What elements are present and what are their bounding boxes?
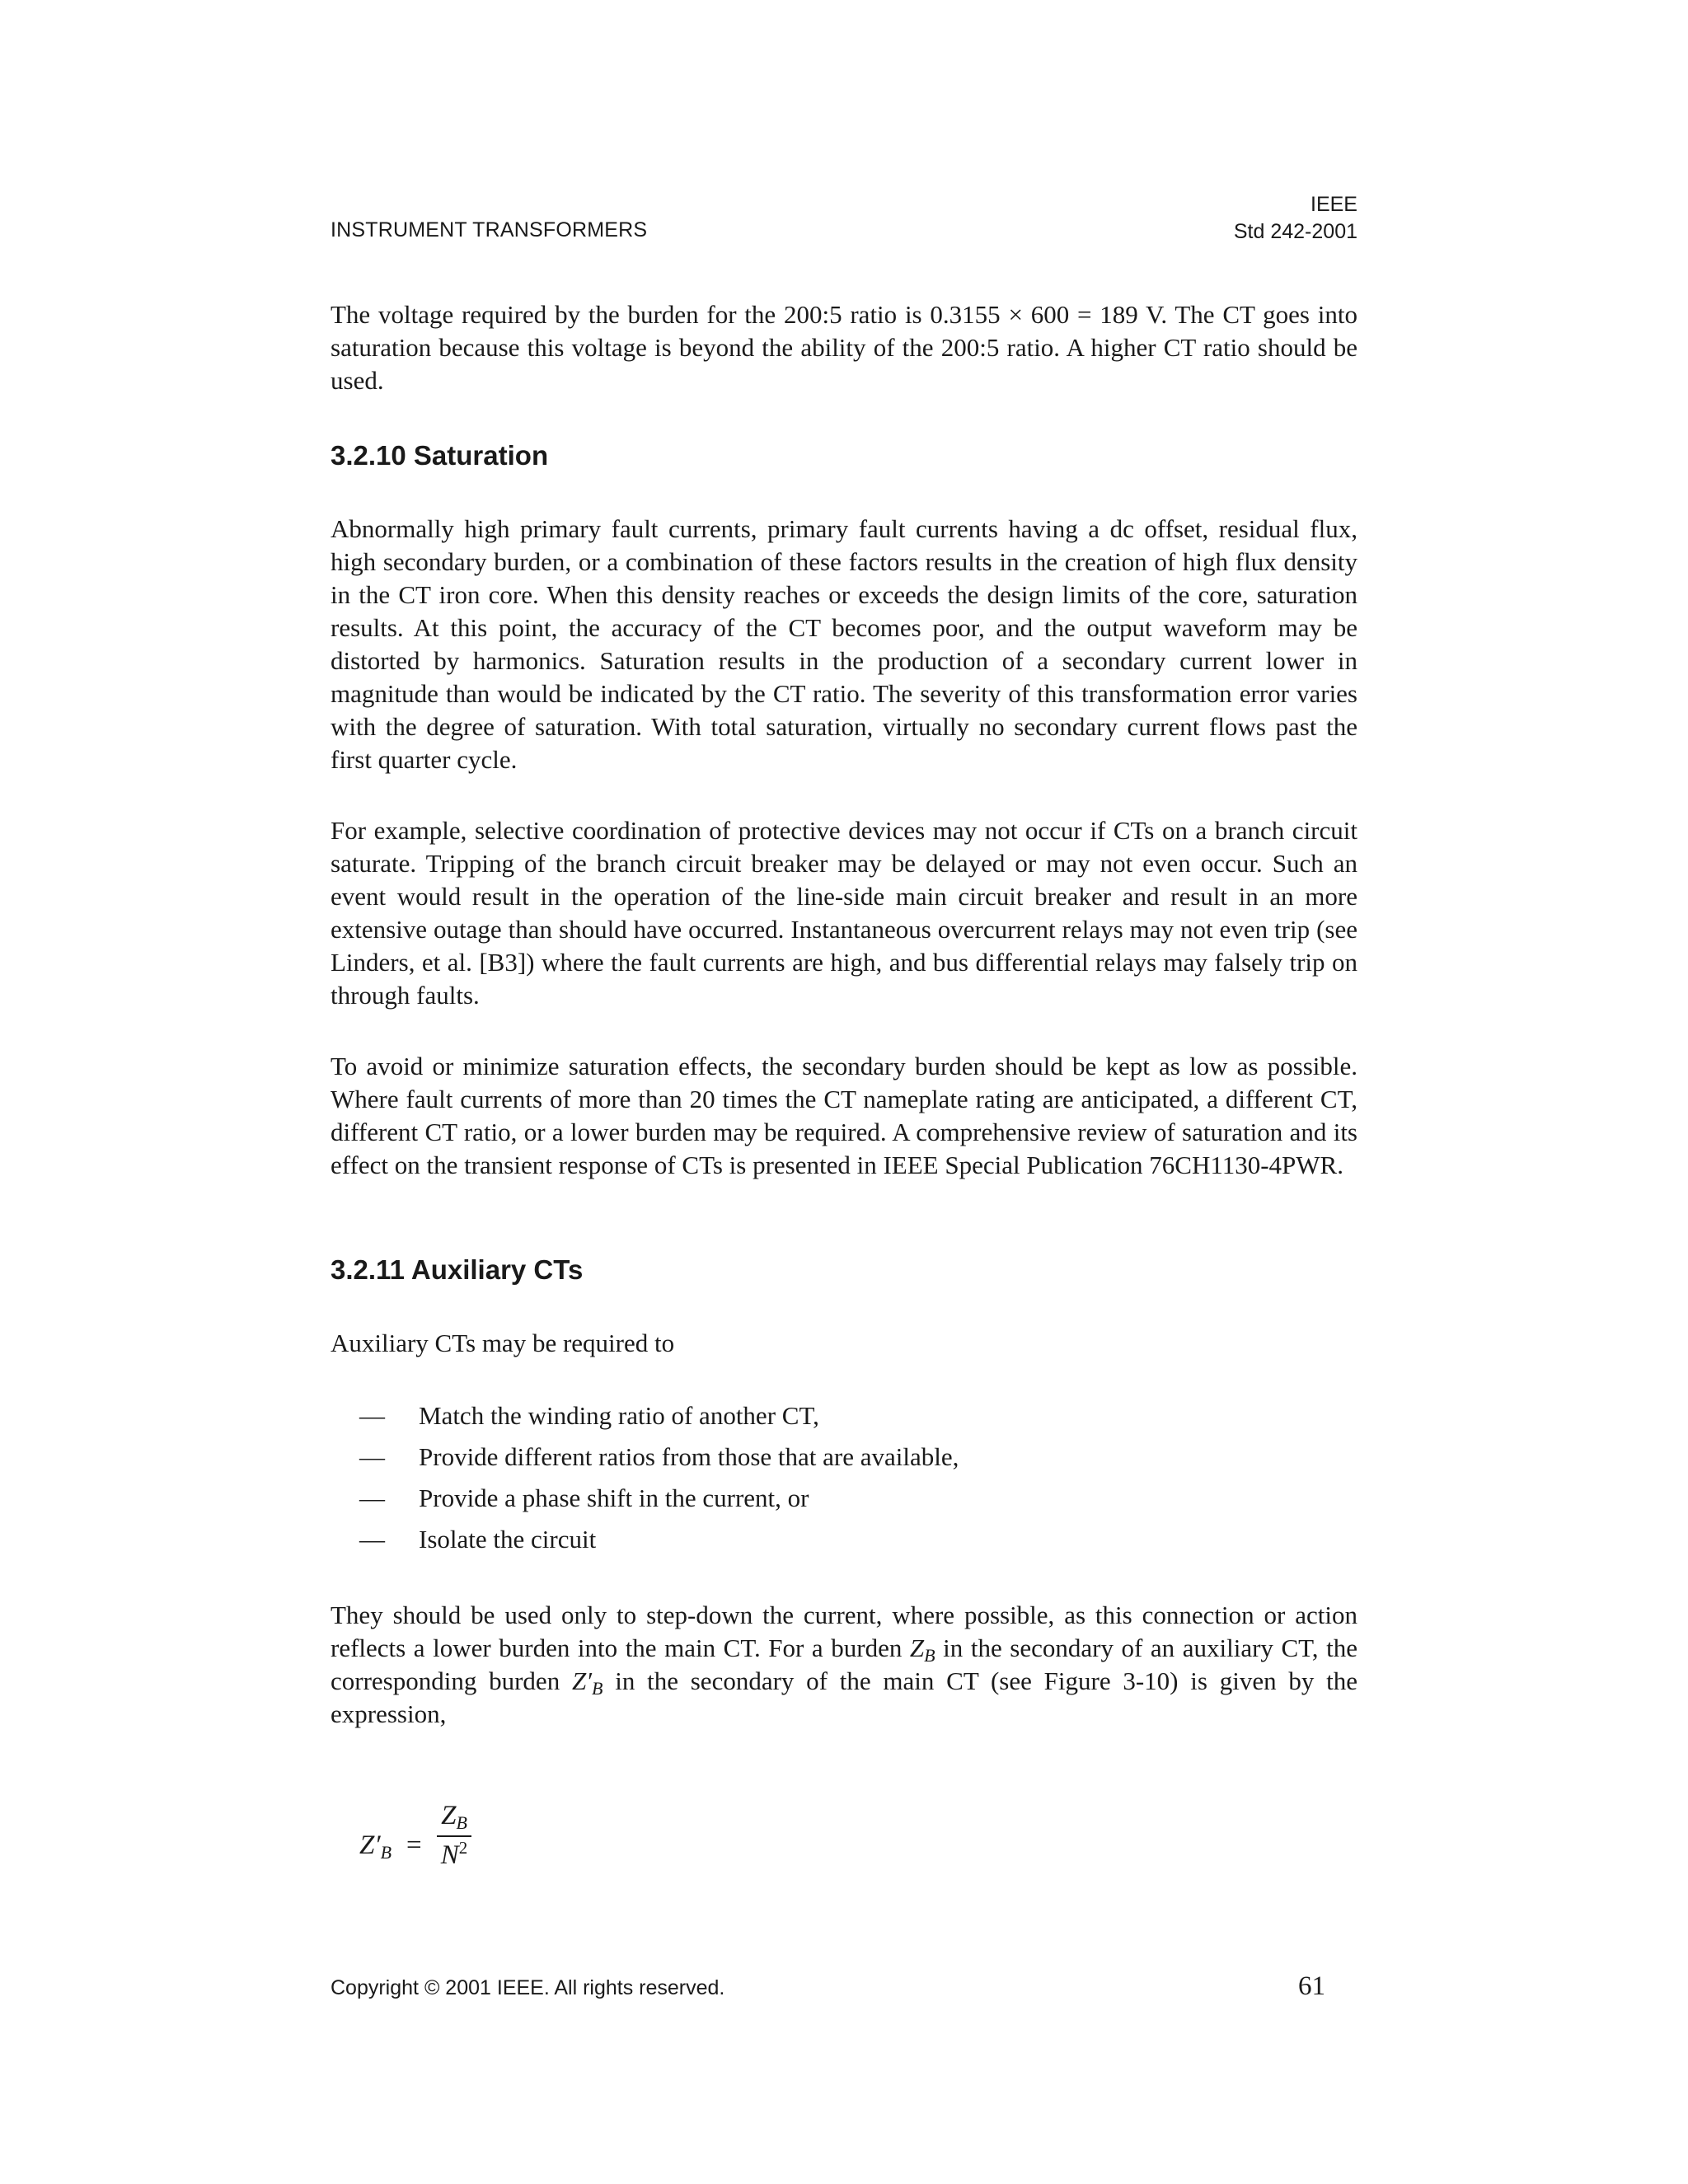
running-header-standard xyxy=(1234,191,1357,246)
denominator-symbol: N xyxy=(440,1840,459,1870)
list-item-text: Match the winding ratio of another CT, xyxy=(419,1401,819,1430)
list-item xyxy=(359,1395,959,1436)
auxiliary-lead-text: Auxiliary CTs may be required to xyxy=(331,1329,675,1357)
equation-equals: = xyxy=(406,1830,422,1860)
closing-text-part-3: in the secondary of the main CT (see Figure 3-10) is given by the expression, xyxy=(331,1666,1357,1728)
list-item xyxy=(359,1478,959,1519)
equation-lhs-symbol: Z′ xyxy=(359,1830,381,1860)
dash-bullet: — xyxy=(359,1401,385,1430)
auxiliary-closing-paragraph xyxy=(331,1599,1357,1731)
running-header-title: INSTRUMENT TRANSFORMERS xyxy=(331,218,648,241)
closing-text-part-2: in the secondary of an auxiliary CT, the corresponding burden xyxy=(331,1633,1357,1695)
auxiliary-uses-list xyxy=(359,1395,959,1560)
section-heading-auxiliary-cts: 3.2.11 Auxiliary CTs xyxy=(331,1254,584,1285)
equation-numerator xyxy=(435,1801,473,1834)
equation-denominator xyxy=(435,1840,473,1871)
intro-paragraph: The voltage required by the burden for the 200:5 ratio is 0.3155 × 600 = 189 V. The CT goes into saturation because this voltage is beyond the ability of the 200:5 ratio. A higher CT ratio should be used. xyxy=(331,300,1357,395)
dash-bullet: — xyxy=(359,1525,385,1554)
section-heading-saturation: 3.2.10 Saturation xyxy=(331,440,549,471)
header-publisher: IEEE xyxy=(1311,193,1357,216)
footer-copyright: Copyright © 2001 IEEE. All rights reserved. xyxy=(331,1976,725,1999)
saturation-paragraph-2: For example, selective coordination of protective devices may not occur if CTs on a branch circuit saturate. Tripping of the branch circuit breaker may be delayed or may not even occur. Such an event would result in the operation of the line-side main circuit breaker and result in an more extensive outage than should have occurred. Instantaneous overcurrent relays may not even trip (see Linders, et al. [B3]) where the fault currents are high, and bus differential relays may falsely trip on through faults. xyxy=(331,816,1357,1010)
dash-bullet: — xyxy=(359,1442,385,1471)
equation-lhs-subscript: B xyxy=(380,1842,392,1863)
list-item xyxy=(359,1519,959,1560)
saturation-paragraph-1: Abnormally high primary fault currents, primary fault currents having a dc offset, residual flux, high secondary burden, or a combination of these factors results in the creation of high flux density in the CT iron core. When this density reaches or exceeds the design limits of the core, saturation results. At this point, the accuracy of the CT becomes poor, and the output waveform may be distorted by harmonics. Saturation results in the production of a secondary current lower in magnitude than would be indicated by the CT ratio. The severity of this transformation error varies with the degree of saturation. With total saturation, virtually no secondary current flows past the first quarter cycle. xyxy=(331,514,1357,774)
list-item-text: Provide different ratios from those that are available, xyxy=(419,1442,959,1471)
numerator-symbol: Z xyxy=(441,1801,457,1830)
list-item-text: Isolate the circuit xyxy=(419,1525,597,1554)
numerator-subscript: B xyxy=(456,1812,467,1833)
header-standard-number: Std 242-2001 xyxy=(1233,220,1357,243)
dash-bullet: — xyxy=(359,1483,385,1512)
saturation-paragraph-3: To avoid or minimize saturation effects, the secondary burden should be kept as low as possible. Where fault currents of more than 20 times the CT nameplate rating are anticipated, a different CT, different CT ratio, or a lower burden may be required. A comprehensive review of saturation and its effect on the transient response of CTs is presented in IEEE Special Publication 76CH1130-4PWR. xyxy=(331,1052,1357,1179)
equation-lhs xyxy=(359,1830,392,1861)
list-item-text: Provide a phase shift in the current, or xyxy=(419,1483,809,1512)
reflected-burden-subscript: B xyxy=(592,1678,603,1699)
denominator-exponent: 2 xyxy=(458,1838,468,1858)
closing-text-part-1: They should be used only to step-down the current, where possible, as this connection or action reflects a lower burden into the main CT. For a burden xyxy=(331,1601,1357,1662)
list-item xyxy=(359,1436,959,1478)
burden-equation xyxy=(359,1801,541,1891)
burden-subscript: B xyxy=(924,1645,935,1666)
equation-fraction xyxy=(435,1801,473,1871)
reflected-burden-symbol: Z′ xyxy=(571,1666,592,1695)
page-number: 61 xyxy=(1298,1971,1325,2001)
fraction-bar xyxy=(437,1835,471,1837)
burden-symbol: Z xyxy=(909,1633,925,1662)
